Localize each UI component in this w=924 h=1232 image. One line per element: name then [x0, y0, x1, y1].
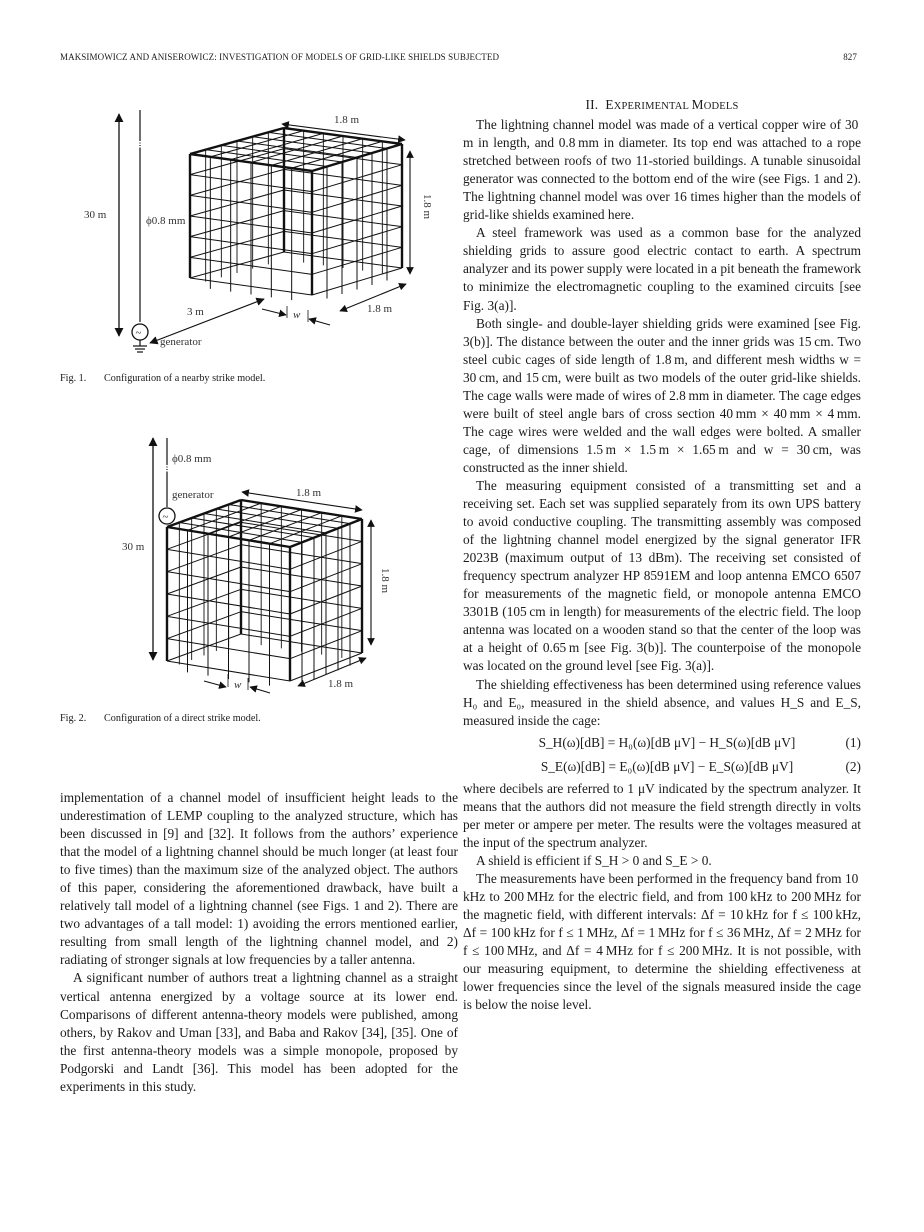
top-width-label: 1.8 m [334, 114, 360, 126]
paragraph: The shielding effectiveness has been determined using reference values H₀ and E₀, measured in the shield absence, and values H_S and E_S, measured inside the cage: [463, 676, 861, 728]
fig2-caption-text: Configuration of a direct strike model. [104, 713, 261, 724]
paragraph: A steel framework was used as a common base for the analyzed shielding grids to assure good electric contact to earth. A spectrum analyzer and its power supply were located in a pit beneath the framework to minimize the electromagnetic coupling to the examined circuits [see Fig. 3(a)]. [463, 225, 861, 313]
equation-number: (1) [845, 734, 861, 750]
depth-label: 1.8 m [328, 678, 354, 690]
section-heading: II. EXPERIMENTAL MODELS [585, 97, 739, 112]
grid-cage [190, 128, 402, 300]
fig1-caption-text: Configuration of a nearby strike model. [104, 373, 266, 384]
diameter-label: ϕ0.8 mm [146, 215, 186, 227]
cage-wire [270, 516, 342, 544]
cage-height-label: 1.8 m [379, 568, 391, 594]
running-title: MAKSIMOWICZ AND ANISEROWICZ: INVESTIGATION OF MODELS OF GRID-LIKE SHIELDS SUBJECTED [60, 52, 500, 62]
fig1-label: Fig. 1. [60, 373, 87, 384]
paragraph: Both single- and double-layer shielding grids were examined [see Fig. 3(b)]. The distance between the outer and the inner grids was 15 cm. Two steel cubic cages of side length of 1.8 m, and different mesh widths w = 30 cm, and 15 cm, were built as two models of the outer grid-like shields. The cage walls were made of wires of 2.8 mm in diameter. The cage edges were built of steel angle bars of cross section 40 mm × 40 mm × 4 mm. The cage wires were welded and the wall edges were bolted. A smaller cage, of dimensions 1.5 m × 1.5 m × 1.65 m and w = 30 cm, was constructed as the inner shield. [463, 315, 861, 475]
svg-text:~: ~ [135, 327, 142, 339]
paragraph: The lightning channel model was made of a vertical copper wire of 30 m in length, and 0.8 mm in diameter. Its top end was attached to a rope stretched between roofs of two 11-storied buildings. A tunable sinusoidal generator was connected to the bottom end of the wire (see Figs. 1 and 2). The lightning channel model was over 16 times higher than the models of grid-like shields examined here. [463, 117, 861, 223]
depth-label: 1.8 m [367, 303, 393, 315]
distance-arrow [150, 299, 264, 343]
paragraph: A shield is efficient if S_H > 0 and S_E > 0. [476, 852, 712, 868]
equation-number: (2) [845, 758, 861, 774]
distance-label: 3 m [187, 306, 204, 318]
page-number: 827 [843, 52, 857, 62]
cage-wire [253, 137, 372, 153]
paragraph: A significant number of authors treat a lightning channel as a straight vertical antenna energized by a voltage source at its lower end. Comparisons of different antenna-theory models were published, among others, by Rakov and Uman [33], and Baba and Rakov [34], [35]. One of the first antenna-theory models was a simple monopole, proposed by Podgorski and Landt [36]. This model has been adopted for the experiments in this study. [60, 970, 458, 1094]
height-label: 30 m [122, 541, 145, 553]
height-label: 30 m [84, 209, 107, 221]
paragraph: where decibels are referred to 1 μV indicated by the spectrum analyzer. It means that the authors did not measure the field strength directly in volts per meter or ampere per meter. The results were the voltages measured at the input of the spectrum analyzer. [463, 780, 861, 850]
mesh-width-label: w [234, 679, 242, 691]
left-column [60, 789, 458, 1096]
generator-label: generator [160, 336, 202, 348]
generator-label: generator [172, 489, 214, 501]
equation-1 [463, 732, 861, 754]
fig1-caption [60, 373, 265, 384]
fig2-caption [60, 713, 261, 724]
paragraph: The measurements have been performed in the frequency band from 10 kHz to 200 MHz for the electric field, and from 100 kHz to 200 MHz for the magnetic field, with different intervals: Δf = 10 kHz for f ≤ 100 kHz, Δf = 100 kHz for f ≤ 1 MHz, Δf = 1 MHz for f ≤ 36 MHz, Δf = 2 MHz for f ≤ 100 MHz, and Δf = 4 MHz for f ≤ 200 MHz. It is not possible, with our measuring equipment, to determine the shielding effectiveness at lower frequencies since the level of the signals measured inside the cage is below the noise level. [463, 870, 861, 1013]
cage-height-label: 1.8 m [421, 194, 433, 220]
figure-2 [100, 430, 440, 695]
grid-cage [167, 500, 362, 686]
paragraph: implementation of a channel model of insufficient height leads to the underestimation of LEMP coupling to the analyzed structure, which has been discussed in [9] and [32]. It follows from the authors’ experience that the model of a lightning channel should be much longer (at least four to five times) than the maximum size of the analyzed object. The authors of this paper, considering the aforementioned drawback, have built a relatively tall model of a lightning channel (see Figs. 1 and 2). There are two advantages of a tall model: 1) avoiding the errors mentioned earlier, resulting from small length of the lightning channel model, and 2) radiating of stronger signals at low frequencies by a taller antenna. [60, 790, 458, 968]
top-width-label: 1.8 m [296, 487, 322, 499]
figure-1 [62, 96, 442, 358]
fig2-diagram [100, 430, 440, 695]
fig2-label: Fig. 2. [60, 713, 87, 724]
right-column [463, 96, 861, 1014]
equation-2 [463, 756, 861, 778]
cage-wire [249, 513, 322, 541]
mesh-width-label: w [293, 309, 301, 321]
fig1-diagram [62, 96, 442, 358]
paragraph: The measuring equipment consisted of a transmitting set and a receiving set. Each set was supplied separately from its own UPS battery to avoid conductive coupling. The transmitting assembly was composed of the lightning channel model energized by the signal generator IFR 2023B (maximum output of 13 dBm). The receiving set consisted of frequency spectrum analyzer HP 8591EM and loop antenna EMCO 6507 for measurements of the magnetic field, or monopole antenna EMCO 3301B (105 cm in length) for measurements of the electric field. The loop antenna was located on a wooden stand so that the center of the loop was at a height of 0.65 m [see Fig. 3(b)]. The counterpoise of the monopole was located on the ground level [see Fig. 3(a)]. [463, 477, 861, 674]
diameter-label: ϕ0.8 mm [172, 453, 212, 465]
cage-wire [237, 141, 357, 158]
svg-text:~: ~ [162, 511, 169, 523]
equation-expression: S_E(ω)[dB] = E₀(ω)[dB μV] − E_S(ω)[dB μV] [540, 758, 794, 774]
equation-expression: S_H(ω)[dB] = H₀(ω)[dB μV] − H_S(ω)[dB μV] [538, 734, 796, 750]
